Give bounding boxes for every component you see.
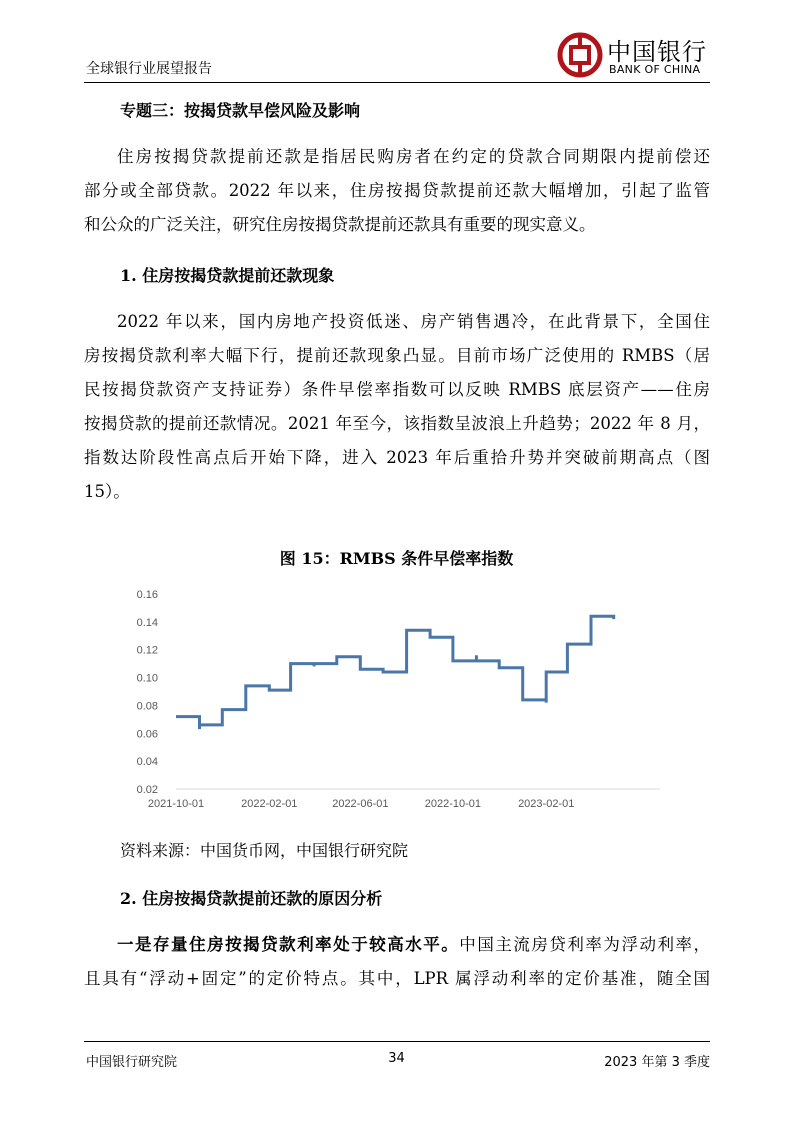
section-title: 专题三：按揭贷款早偿风险及影响 <box>120 101 361 120</box>
figure-source: 资料来源：中国货币网，中国银行研究院 <box>120 841 409 860</box>
text-line: 和公众的广泛关注，研究住房按揭贷款提前还款具有重要的现实意义。 <box>84 215 596 234</box>
text-line: 房按揭贷款利率大幅下行，提前还款现象凸显。目前市场广泛使用的 RMBS（居 <box>84 346 710 365</box>
text-line: 民按揭贷款资产支持证券）条件早偿率指数可以反映 RMBS 底层资产——住房 <box>84 380 710 399</box>
text-line: 指数达阶段性高点后开始下降，进入 2023 年后重拾升势并突破前期高点（图 <box>84 448 710 467</box>
text-line: 且具有“浮动+固定”的定价特点。其中，LPR 属浮动利率的定价基准，随全国 <box>84 969 710 988</box>
bank-logo-icon <box>557 32 603 78</box>
series-line <box>176 616 614 729</box>
text-line <box>84 928 710 962</box>
subsection-heading-2: 2. 住房按揭贷款提前还款的原因分析 <box>120 889 383 908</box>
x-axis-ticks <box>148 798 574 810</box>
footer-institute: 中国银行研究院 <box>86 1055 178 1070</box>
y-tick-label: 0.14 <box>136 616 158 629</box>
y-tick-label: 0.08 <box>136 700 158 713</box>
bank-of-china-logo <box>557 30 717 82</box>
y-tick-label: 0.10 <box>136 672 158 685</box>
y-tick-label: 0.06 <box>136 728 158 741</box>
y-tick-label: 0.04 <box>136 756 158 769</box>
header-divider <box>84 82 710 83</box>
footer-divider <box>84 1041 710 1042</box>
paragraph-intro <box>84 140 710 242</box>
y-tick-label: 0.02 <box>136 784 158 796</box>
logo-chinese-name: 中国银行 <box>607 38 707 66</box>
text-line: 部分或全部贷款。2022 年以来，住房按揭贷款提前还款大幅增加，引起了监管 <box>84 181 710 200</box>
x-tick-label: 2023-02-01 <box>518 798 575 810</box>
text-line: 住房按揭贷款提前还款是指居民购房者在约定的贷款合同期限内提前偿还 <box>117 147 710 166</box>
text-line: 2022 年以来，国内房地产投资低迷、房产销售遇冷，在此背景下，全国住 <box>117 312 710 331</box>
text-run: 中国主流房贷利率为浮动利率， <box>459 935 710 954</box>
report-title: 全球银行业展望报告 <box>86 61 212 77</box>
y-tick-label: 0.12 <box>136 644 158 657</box>
text-line: 15）。 <box>84 482 130 501</box>
bold-lead: 一是存量住房按揭贷款利率处于较高水平。 <box>117 935 460 954</box>
page-number: 34 <box>388 1051 405 1066</box>
y-tick-label: 0.16 <box>136 589 158 601</box>
logo-english-name: BANK OF CHINA <box>609 63 701 76</box>
x-tick-label: 2022-06-01 <box>332 798 389 810</box>
y-axis-ticks <box>137 589 158 796</box>
paragraph-causes <box>84 928 710 996</box>
text-line: 按揭贷款的提前还款情况。2021 年至今，该指数呈波浪上升趋势；2022 年 8 月， <box>84 414 710 433</box>
footer-quarter: 2023 年第 3 季度 <box>604 1055 710 1070</box>
figure-title: 图 15：RMBS 条件早偿率指数 <box>279 549 514 568</box>
rmbs-cpr-chart <box>0 580 793 840</box>
x-tick-label: 2022-10-01 <box>424 798 482 810</box>
subsection-heading-1: 1. 住房按揭贷款提前还款现象 <box>120 266 335 285</box>
x-tick-label: 2021-10-01 <box>147 798 205 810</box>
x-tick-label: 2022-02-01 <box>241 798 298 810</box>
paragraph-phenomenon <box>84 305 710 509</box>
